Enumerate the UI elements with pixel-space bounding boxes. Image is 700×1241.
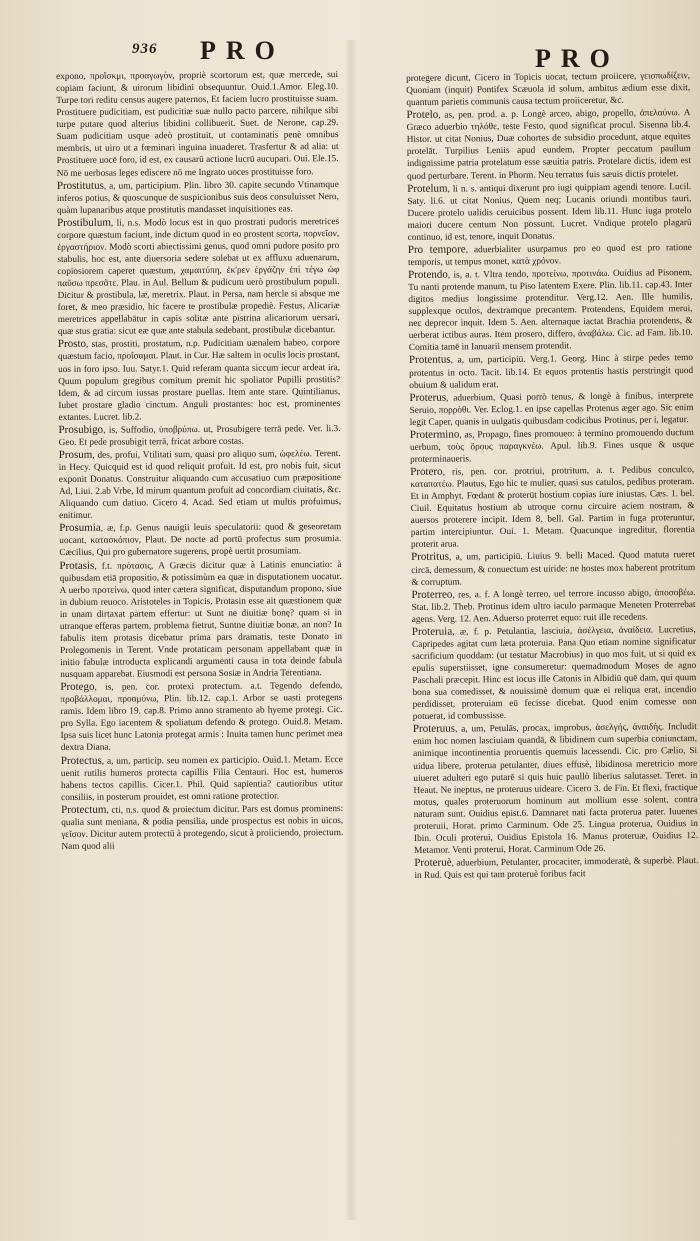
entry-text: , a, um, participium. Plin. libro 30. capite secundo Vtinamque inferos potius, & quoscunque de suspicionibus suis deos consuluisset Nero, quàm lupanaribus atque prostitutis mandasset inquisitiones eas.	[56, 179, 339, 216]
entry-text: , is, Suffodio, ὑποβρύπω. ut, Prosubigere terrā pede. Ver. li.3. Geo. Et pede prosubigit terrā, fricat arbore costas.	[58, 423, 341, 448]
dictionary-entry	[56, 68, 339, 180]
entry-text: , a, um, participiū. Verg.1. Georg. Hinc à stirpe pedes temo protentus in octo. Tacit. lib.14. Et equos protentis hastis perstringit quod obuium & ualidum erat.	[409, 353, 694, 391]
entry-text: , as, pen. prod. a. p. Longè arceo, abigo, propello, ἀπελαύνω. A Græco aduerbio τηλόθε, teste Festo, quod significat procul. Sisenna lib.4. Histor. ut citat Nonius, Duæ cohortes de subsidio procedunt, atque equites protelāt. Turpilius Leniis apud eundem, Propter peccatum paullum indignissime patria protelatum esse sæuitia patris. Protelare dictis, idem est quod perturbare. Terent. in Phorm. Neu terratus fuis sæuis dictis protelet.	[406, 108, 692, 182]
right-running-head: PRO	[535, 44, 620, 73]
entry-headword: Protelo	[406, 108, 439, 122]
entry-text: , ris, pen. cor. protriui, protritum, a. t. Pedibus conculco, καταπατέω. Plautus, Ego hic te mulier, quasi sus catulos, pedibus proteram. Et in Amphyt. Fœdant & proterūt hostium copias iure iniustas. Cæs. 1. bel. Ciuil. Equitatus hostium ab utroque cornu circuire aciem nostram, & auersos proterere incipit. Idem 8. bell. Gal. Partim in fuga proteruntur, partim intercipiuntur. Oui. 1. Metam. Quacunque ingreditur, florentia proterit arua.	[410, 465, 695, 551]
dictionary-entry	[409, 351, 693, 391]
entry-headword: Protero	[410, 465, 443, 478]
entry-headword: Protermino	[409, 428, 460, 441]
dictionary-entry	[59, 520, 341, 559]
dictionary-entry	[61, 802, 343, 853]
right-column	[406, 69, 698, 882]
page-number: 936	[132, 41, 158, 57]
entry-text: , a, um, Petulās, procax, improbus, ἀσελγής, ἀναιδὴς. Includit enim hoc nomen lasciuiam quandā, & libidinem cum superbia coniunctam, animique incontinentia proruentis quemuis lacessendi. Cic. pro Cælio, Si uidua libere, proterua petulanter, diues effusè, libidinosa meretricio more uiueret adulteri ego putarē si quis huic paullò liberius salutasset. Teret. in Heaut. Ne ineptus, ne proteruus uideare. Cicero 3. de Fin. Et flexi, fractique motus, quales proteruorum hominum aut mollium esse solent, contra naturam sunt. Ouidius epist.6. Damnaret nati facta proterua pater. Iuuenes proteruii, Horat. primo Carminum. Ode 25. Lingua proterua, Ouidius in Ibin. Oculi proterui, Ouidius Epistola 16. Manus proteruæ, Ouidius 12. Metamor. Venti proterui, Horat. Carminum Ode 26.	[412, 722, 699, 856]
page-gutter	[344, 40, 358, 1220]
dictionary-entry	[408, 266, 693, 354]
dictionary-entry	[59, 447, 342, 522]
entry-headword: Proterreo	[411, 588, 453, 601]
entry-headword: Prostibulum	[57, 216, 111, 229]
dictionary-entry	[59, 558, 342, 682]
entry-headword: Protectus	[60, 754, 102, 767]
entry-headword: Pro tempore	[407, 243, 466, 256]
left-running-head: PRO	[200, 36, 285, 65]
dictionary-entry	[57, 215, 340, 339]
entry-text: , li, n.s. Modò locus est in quo prostrati pudoris meretrices corpore quæstum faciunt, inde dictum quod in eo prostent scorta, πορνεῖον, ἐργαστήριον. Modò scorti abiectissimi genus, quod omni pudore posito pro stabulis, hoc est, ante diuersoria sedere solebat ut ex affluxu aduenarum, copiosiorem caperet quæstum, χαμαιτύπη, ἐκ'ρεν ἐργάζην ἐπὶ τέγω ὡφ παῦσω πρεσᾶτε. Plau. in Aul. Bellum & pudicum uerò prostibulum populi. Dicitur & prostibula, læ, meretrix. Plaut. in Persa, nam hercle si absque me foret, & meo præsidio, hic facere te prostibulæ propediè. Festus, Alicariæ meretrices appellabātur in capis solitæ ante pistrina alicariorum uersari, quæ stus gratia: sicut eæ quæ ante stabula sedebant, prostibulæ dicebantur.	[57, 216, 340, 338]
entry-text: , des, profui, Vtilitati sum, quasi pro aliquo sum, ὠφελέω. Terent. in Hecy. Quicquid est id quod reliquit profuit. Id est, pro nobis fuit, sicut exponit Donatus. Construitur aliquando cum accusatiuo cum præpositione Ad, Liui. 2.ab Vrbe, Id mirum quantum profuit ad concordiam ciuitatis, &c. Aliquando cum datiuo. Cicero 4. Acad. Sed etiam ut multis profuimus, enitimur.	[58, 448, 342, 522]
dictionary-entry	[409, 389, 693, 429]
entry-text: , aduerbialiter usurpamus pro eo quod est pro ratione temporis, ut tempus monet, κατὰ χρόνον.	[407, 242, 692, 268]
dictionary-entry	[410, 463, 695, 551]
entry-text: , aduerbium, Petulanter, procaciter, immoderatè, & superbè. Plaut. in Rud. Quis est qui tam proteruè foribus facit	[414, 855, 699, 882]
entry-text: protegere dicunt, Cicero in Topicis uocat, tectum proiicere, γεισπωδίζειν, Quoniam (inquit) Pontifex Scæuola id solum, ambitus ædium esse dixit, quantum parietis communis causa tectum proiiceretur, &c.	[406, 71, 691, 109]
entry-text: , æ, f.p. Genus nauigii leuis speculatorii: quod & geseoretam uocant, κατασκόπιον, Plaut. De nocte ad portū profectus sum prosumia. Cæcilius, Qui pro gubernatore sugerens, propè uertit prosumiam.	[59, 522, 342, 559]
entry-headword: Proteruia	[411, 625, 453, 638]
dictionary-entry	[413, 720, 698, 857]
entry-text: , æ, f. p. Petulantia, lasciuia, ἀσέλγεια, ἀναίδεια. Lucretius, Capripedes agitat cum læta proteruia. Pana Quo etiam nomine significatur sacrificium quoddam: (ut testatur Macrobius) in quo mos fuit, ut si quid ex epulis superstiisset, igne consumeretur: quemadmodum Moses de agno Paschali præcepit. Hinc est iocus ille Catonis in Albidiū quē dam, qui quum bona sua comedisset, & nouissimè domum quæ ei reliqua erat, incendio perdidisset, proteruiam eū fecisse dicebat. Quod enim comesse non potuerat, id combussisse.	[411, 624, 697, 723]
entry-headword: Protentus	[408, 353, 451, 367]
entry-text: , cti, n.s. quod & proiectum dicitur. Pars est domus prominens: qualia sunt meniana, & podia pensilia, unde prospectus est nobis in uicos, γεῖσον. Dicitur autem protectū à protegendo, sicut à proiiciendo, proiectum. Nam quod alii	[61, 803, 344, 852]
entry-text: , aduerbium, Quasi porrò tenus, & longè à finibus, interprete Seruio, πορρόθι. Ver. Eclog.1. en ipse capellas Protenus æger ago. Sic enim legit Caper, quanis in uulgatis quibusdam codicibus Protinus, per i, legatur.	[409, 390, 694, 428]
dictionary-entry	[412, 623, 697, 723]
entry-text: , as, Propago, fines promoueo: à termino promouendo ductum uerbum, τοὺς ὅρους παραγκνέω. Apul. lib.9. Fines usque & usque proterminaueris.	[409, 427, 694, 465]
entry-text: , stas, prostiti, prostatum, n.p. Pudicitiam uænalem habeo, corpore quæstum facio, πρoΐσαμαι. Plaut. in Cur. Hæ saltem in oculis locis prostant, uos in foro ipso. Iuu. Satyr.1. Quid referam quanta siccum iecur ardeat ira, Quum populum gregibus comitum premit hic spoliator Pupilli prostitis? Idem, & ad circum iussas prostare puellas. Item ante stare. Quintilianus, Iubet prostare gladio cinctum. Anguli prostantes: hoc est, prominentes extantes. Lucret. lib.2.	[57, 338, 341, 423]
entry-text: , res, a. f. A longè terreo, uel terrore incusso abigo, ἀποσοβέω. Stat. lib.2. Theb. Protinus idem ultro iaculo parmaque Meneten Proterrebat agens. Verg. 12. Aen. Aduerso proterret equo: ruit ille recedens.	[411, 587, 696, 625]
dictionary-entry	[61, 753, 343, 804]
left-column	[56, 68, 343, 853]
entry-headword: Prosto	[57, 338, 87, 351]
entry-headword: Protritus	[411, 551, 450, 564]
dictionary-entry	[411, 586, 695, 626]
entry-headword: Proteruus	[412, 722, 456, 736]
entry-text: expono, προἴσκμι, προαγωγὸν, propriè scortorum est, quæ mercede, sui copiam faciunt, & uirorum libidini obsequuntur. Ouid.1.Amor. Eleg.10. Turpe tori reditu census augere paternos, Et faciem lucro prostituisse suam. Prostituere pudicitiam, est pudicitiæ suæ nullo pacto parcere, nihilque sibi turpe putare quod alterius libidini collibuerit. Suet. de Nerone, cap.29. Suam pudicitiam usque adeò prostituit, ut contaminatis penè omnibus membris, ut uiro ut a fœminari inguina inuaderet. Trasfertur & ad alia: ut Prostituere uocē foro, id est, ex causarū actione lucrū aucupari. Oui. Ele.15. Nō me uerbosas leges ediscere nō me Ingrato uoces prostituisse foro.	[56, 70, 339, 179]
entry-headword: Protelum	[407, 182, 448, 195]
entry-headword: Prosumia	[59, 522, 101, 535]
dictionary-entry	[58, 336, 341, 423]
entry-text: , is, a. t. Vltra tendo, προτείνω, προτινάω. Ouidius ad Pisonem, Tu nanti protende manum, tu Piso latentem Exere. Plin. lib.11. cap.43. Inter digitos medius longissime protenditur. Verg.12. Aen. Ille humilis, supplexque oculos, dextramque precantem. Protendens, Equidem merui, nec deprecor inquit. Idem 5. Aen. alternaque iactat Brachia protendens, & uerberat ictibus auras. Item prosero, differo, ἀναβάλω. Cic. ad Fam. lib.10. Comitia tamē in Ianuarii mensem protendit.	[408, 268, 693, 354]
entry-headword: Proteruè	[414, 856, 452, 869]
entry-text: , is, pen. cor. protexi protectum. a.t. Tegendo defendo, προβάλλομαι, προαμύνω, Plin. lib.12. cap.1. Arbor se uasti protegens ramis. Idem libro 19. cap.8. Primo anno stramento ab hyeme protegi. Cic. pro Sylla. Ego iacentem & spoliatum defendo & protego. Ouid.8. Metam. Ipsa suis licet hunc Latonia protegat armis : Inuita tamen hunc perimet mea dextra Diana.	[60, 681, 343, 754]
dictionary-entry	[411, 548, 695, 588]
entry-headword: Prosubigo	[58, 423, 104, 436]
dictionary-entry	[410, 426, 694, 466]
entry-headword: Proterus	[409, 391, 447, 404]
entry-headword: Protego	[60, 680, 95, 694]
entry-headword: Prosum	[58, 448, 93, 461]
dictionary-entry	[58, 422, 340, 449]
dictionary-entry	[60, 679, 343, 754]
entry-text: , a, um, participiū. Liuius 9. belli Maced. Quod matuta rueret circā, demessum, & conuectum est uiride: ne hostes mox haberent protritum & corruptum.	[411, 550, 696, 588]
dictionary-entry	[407, 180, 692, 244]
entry-headword: Protendo	[408, 268, 448, 281]
entry-headword: Protectum	[61, 803, 107, 816]
entry-headword: Protasis	[59, 559, 95, 572]
dictionary-entry	[408, 241, 692, 269]
entry-text: , a, um, particip. seu nomen ex participio. Ouid.1. Metam. Ecce uenit rutilis humeros protecta capillis Filia Centauri. Hoc est, humeros habens tectos capillis. Cicer.1. Phil. Quid sapientia? cautioribus utitur consiliis, in posterum prouidet, est omni ratione protectior.	[60, 754, 344, 803]
dictionary-entry	[406, 69, 690, 109]
entry-text: , li n. s. antiqui dixerunt pro iugi quippiam agendi tenore. Lucil. Saty. li.6. ut citat Nonius, Quem neq; Lucanis oriundi montibus tauri, Ducere protelo ualidis ceruicibus possent. Idem lib.11. Hunc iuga protelo maiori ducere centum Non possunt. Lucret. Vndique protelo plagarū continuo, id est, tenore, inquit Donatus.	[407, 181, 692, 243]
dictionary-entry	[406, 106, 691, 182]
entry-text: , f.t. πρότασις, A Græcis dicitur quæ à Latinis enunciatio: à quibusdam etiā propositio, & potissimùm ea quæ in disputationem uocatur. A uerbo προτείνω, quod inter cætera significat, disputandum propono, siue in dubium reuoco. Aristoteles in Topicis, Protasin esse ait quæstionem quæ in unam dirtaxat partem effertur: ut Sunt ne diuitiæ bonę? quam si in utranque efferas partem, problema fietrut, Suntne diuitiæ bonæ, an non? In fabulis item protasis dicebatur prima pars dramatis, teste Donato in Prolegomenis in Terent. Vnde protaticam personam appellabant quæ in initio fabulæ introducta explicandi argumenti causa in tota deinde fabula nusquam apparebat. Eiusmodi est persona Sosiæ in Andria Terentiana.	[59, 559, 343, 681]
entry-headword: Prostitutus	[56, 179, 104, 192]
dictionary-entry	[57, 178, 339, 217]
dictionary-entry	[414, 854, 698, 882]
